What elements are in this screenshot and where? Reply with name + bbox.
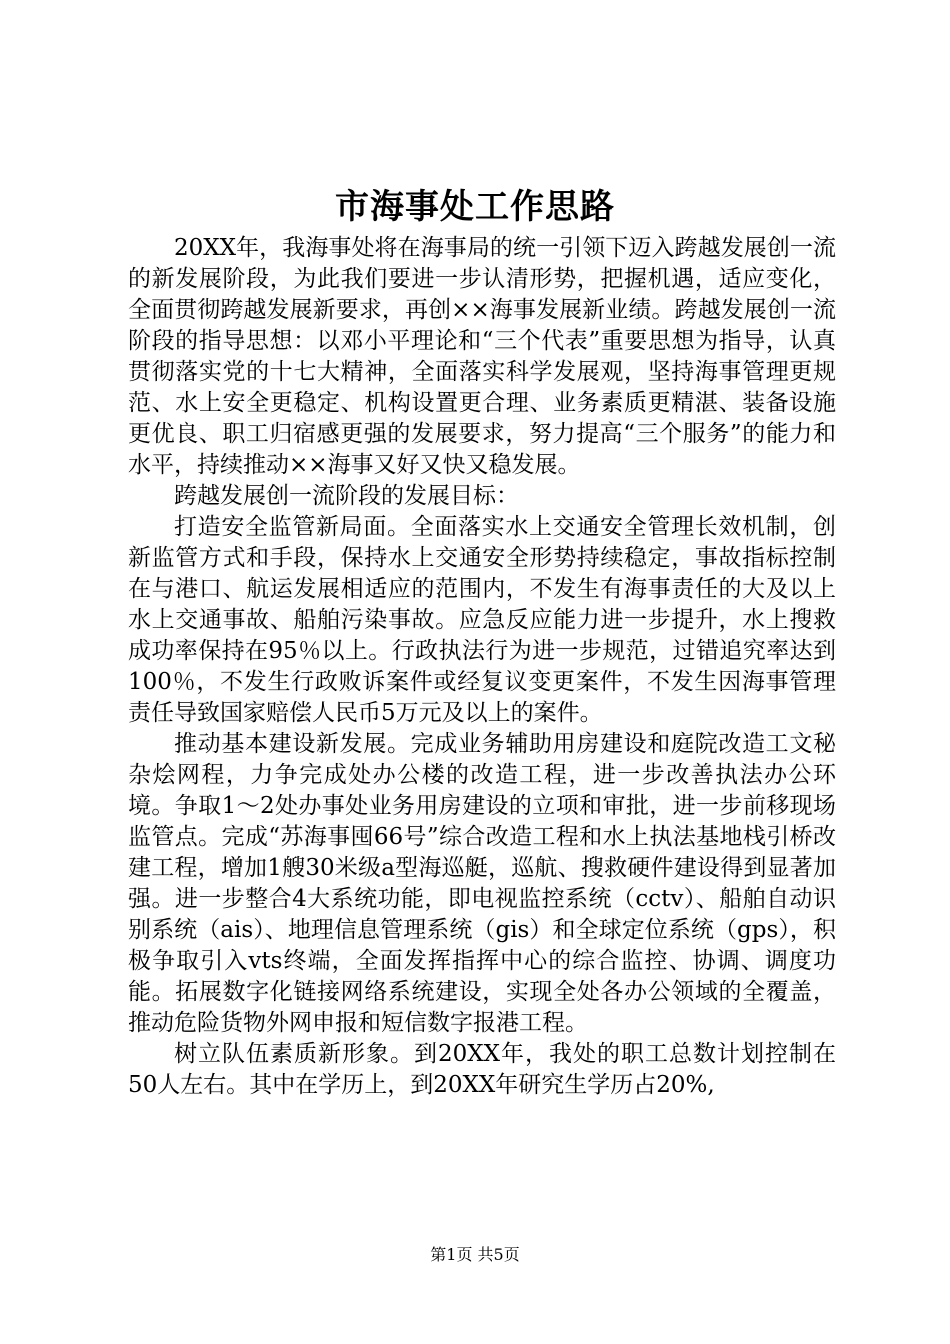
document-body: [128, 233, 836, 1101]
document-title: 市海事处工作思路: [335, 187, 615, 227]
paragraph-safety: 打造安全监管新局面。全面落实水上交通安全管理长效机制，创新监管方式和手段，保持水上交通安全形势持续稳定，事故指标控制在与港口、航运发展相适应的范围内，不发生有海事责任的大及以上水上交通事故、船舶污染事故。应急反应能力进一步提升，水上搜救成功率保持在95％以上。行政执法行为进一步规范，过错追究率达到100％，不发生行政败诉案件或经复议变更案件，不发生因海事管理责任导致国家赔偿人民币5万元及以上的案件。: [128, 514, 836, 726]
paragraph-construction: 推动基本建设新发展。完成业务辅助用房建设和庭院改造工文秘杂烩网程，力争完成处办公楼的改造工程，进一步改善执法办公环境。争取1～2处办事处业务用房建设的立项和审批，进一步前移现场监管点。完成“苏海事囤66号”综合改造工程和水上执法基地栈引桥改建工程，增加1艘30米级a型海巡艇，巡航、搜救硬件建设得到显著加强。进一步整合4大系统功能，即电视监控系统（cctv）、船舶自动识别系统（ais）、地理信息管理系统（gis）和全球定位系统（gps），积极争取引入vts终端，全面发挥指挥中心的综合监控、协调、调度功能。拓展数字化链接网络系统建设，实现全处各办公领域的全覆盖，推动危险货物外网申报和短信数字报港工程。: [128, 731, 836, 1036]
paragraph-intro: 20XX年，我海事处将在海事局的统一引领下迈入跨越发展创一流的新发展阶段，为此我们要进一步认清形势，把握机遇，适应变化，全面贯彻跨越发展新要求，再创××海事发展新业绩。跨越发展创一流阶段的指导思想：以邓小平理论和“三个代表”重要思想为指导，认真贯彻落实党的十七大精神，全面落实科学发展观，坚持海事管理更规范、水上安全更稳定、机构设置更合理、业务素质更精湛、装备设施更优良、职工归宿感更强的发展要求，努力提高“三个服务”的能力和水平，持续推动××海事又好又快又稳发展。: [128, 235, 836, 478]
page-footer: 第1页 共5页: [430, 1245, 520, 1264]
paragraph-goals-heading: 跨越发展创一流阶段的发展目标：: [174, 483, 519, 509]
paragraph-team: 树立队伍素质新形象。到20XX年，我处的职工总数计划控制在50人左右。其中在学历上，到20XX年研究生学历占20%,: [128, 1041, 836, 1098]
